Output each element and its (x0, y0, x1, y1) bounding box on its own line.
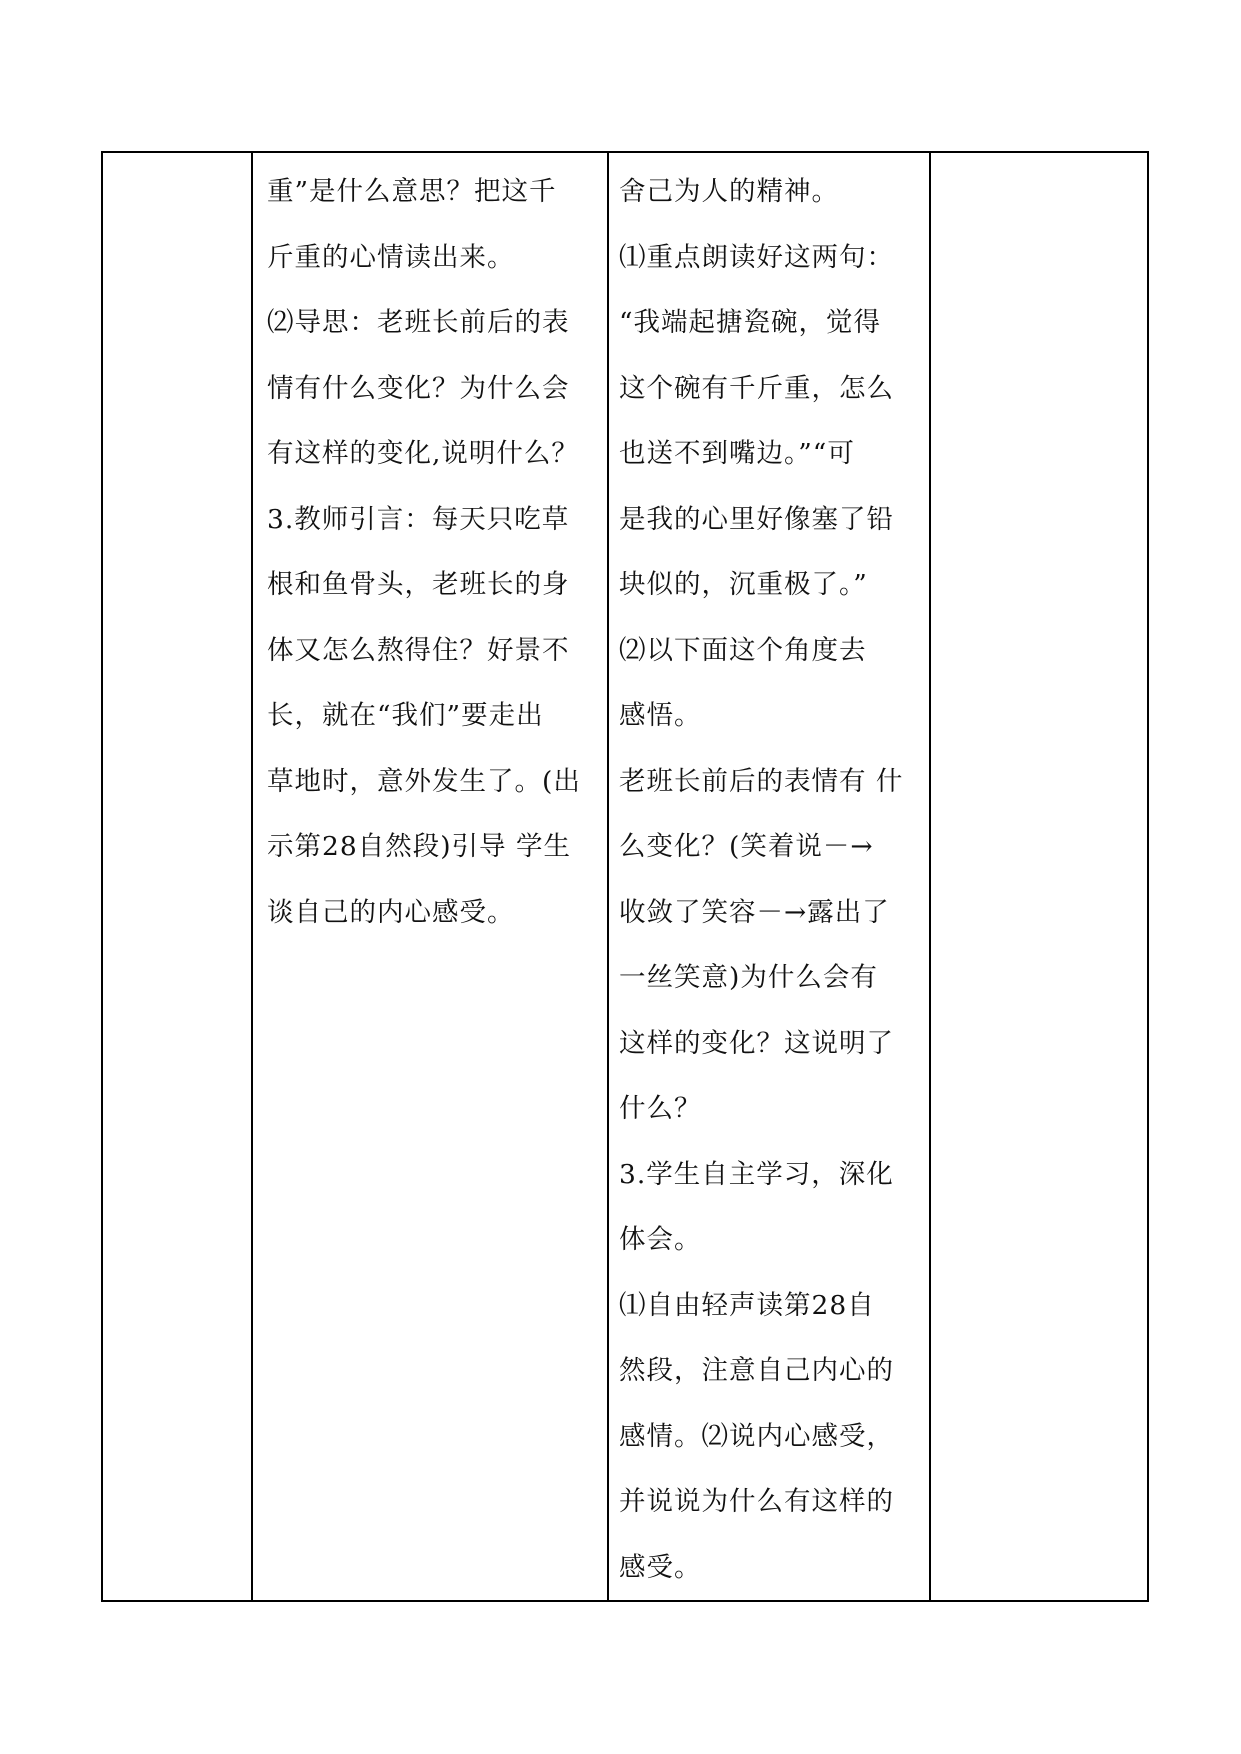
table-row (102, 152, 1148, 1601)
text-line: 感受。 (619, 1551, 702, 1583)
text-line: 是我的心里好像塞了铅 (619, 503, 894, 535)
text-line: ⑵以下面这个角度去 (619, 634, 867, 666)
text-line: 一丝笑意)为什么会有 (619, 962, 878, 993)
text-line: ⑴自由轻声读第28自 (619, 1289, 875, 1321)
text-line: 也送不到嘴边。”“可 (619, 438, 855, 469)
student-activity-cell (608, 152, 930, 1601)
text-line: 3.教师引言：每天只吃草 (267, 503, 570, 535)
text-line: 长，就在“我们”要走出 (267, 700, 544, 731)
text-line: ⑴重点朗读好这两句： (619, 241, 894, 273)
text-line: 感情。⑵说内心感受， (619, 1420, 894, 1452)
text-line: 体会。 (619, 1224, 702, 1255)
teacher-activity-cell (252, 152, 608, 1601)
teacher-activity-text (253, 153, 607, 945)
lesson-plan-table (101, 151, 1149, 1602)
text-line: 有这样的变化,说明什么？ (267, 438, 579, 469)
text-line: 然段，注意自己内心的 (619, 1355, 894, 1386)
student-activity-text (609, 153, 929, 1600)
text-line: 这个碗有千斤重，怎么 (619, 372, 894, 404)
text-line: 老班长前后的表情有 什 (619, 765, 904, 797)
text-line: 收敛了笑容－→露出了 (619, 896, 890, 928)
empty-cell-left (102, 152, 252, 1601)
text-line: 3.学生自主学习，深化 (619, 1158, 894, 1190)
empty-cell-right (930, 152, 1148, 1601)
text-line: 根和鱼骨头，老班长的身 (267, 569, 570, 600)
text-line: 体又怎么熬得住？好景不 (267, 634, 570, 666)
text-line: 并说说为什么有这样的 (619, 1486, 894, 1517)
text-line: 重”是什么意思？把这千 (267, 176, 557, 207)
text-line: 谈自己的内心感受。 (267, 896, 515, 928)
text-line: 舍己为人的精神。 (619, 176, 839, 207)
text-line: 么变化？(笑着说－→ (619, 831, 874, 862)
text-line: 块似的，沉重极了。” (619, 569, 868, 600)
text-line: 感悟。 (619, 700, 702, 731)
text-line: ⑵导思：老班长前后的表 (267, 307, 570, 338)
text-line: “我端起搪瓷碗，觉得 (619, 307, 882, 338)
text-line: 这样的变化？这说明了 (619, 1027, 894, 1059)
text-line: 斤重的心情读出来。 (267, 241, 515, 273)
text-line: 示第28自然段)引导 学生 (267, 831, 571, 862)
text-line: 什么？ (619, 1093, 702, 1124)
text-line: 草地时，意外发生了。(出 (267, 765, 581, 797)
text-line: 情有什么变化？为什么会 (267, 372, 570, 404)
